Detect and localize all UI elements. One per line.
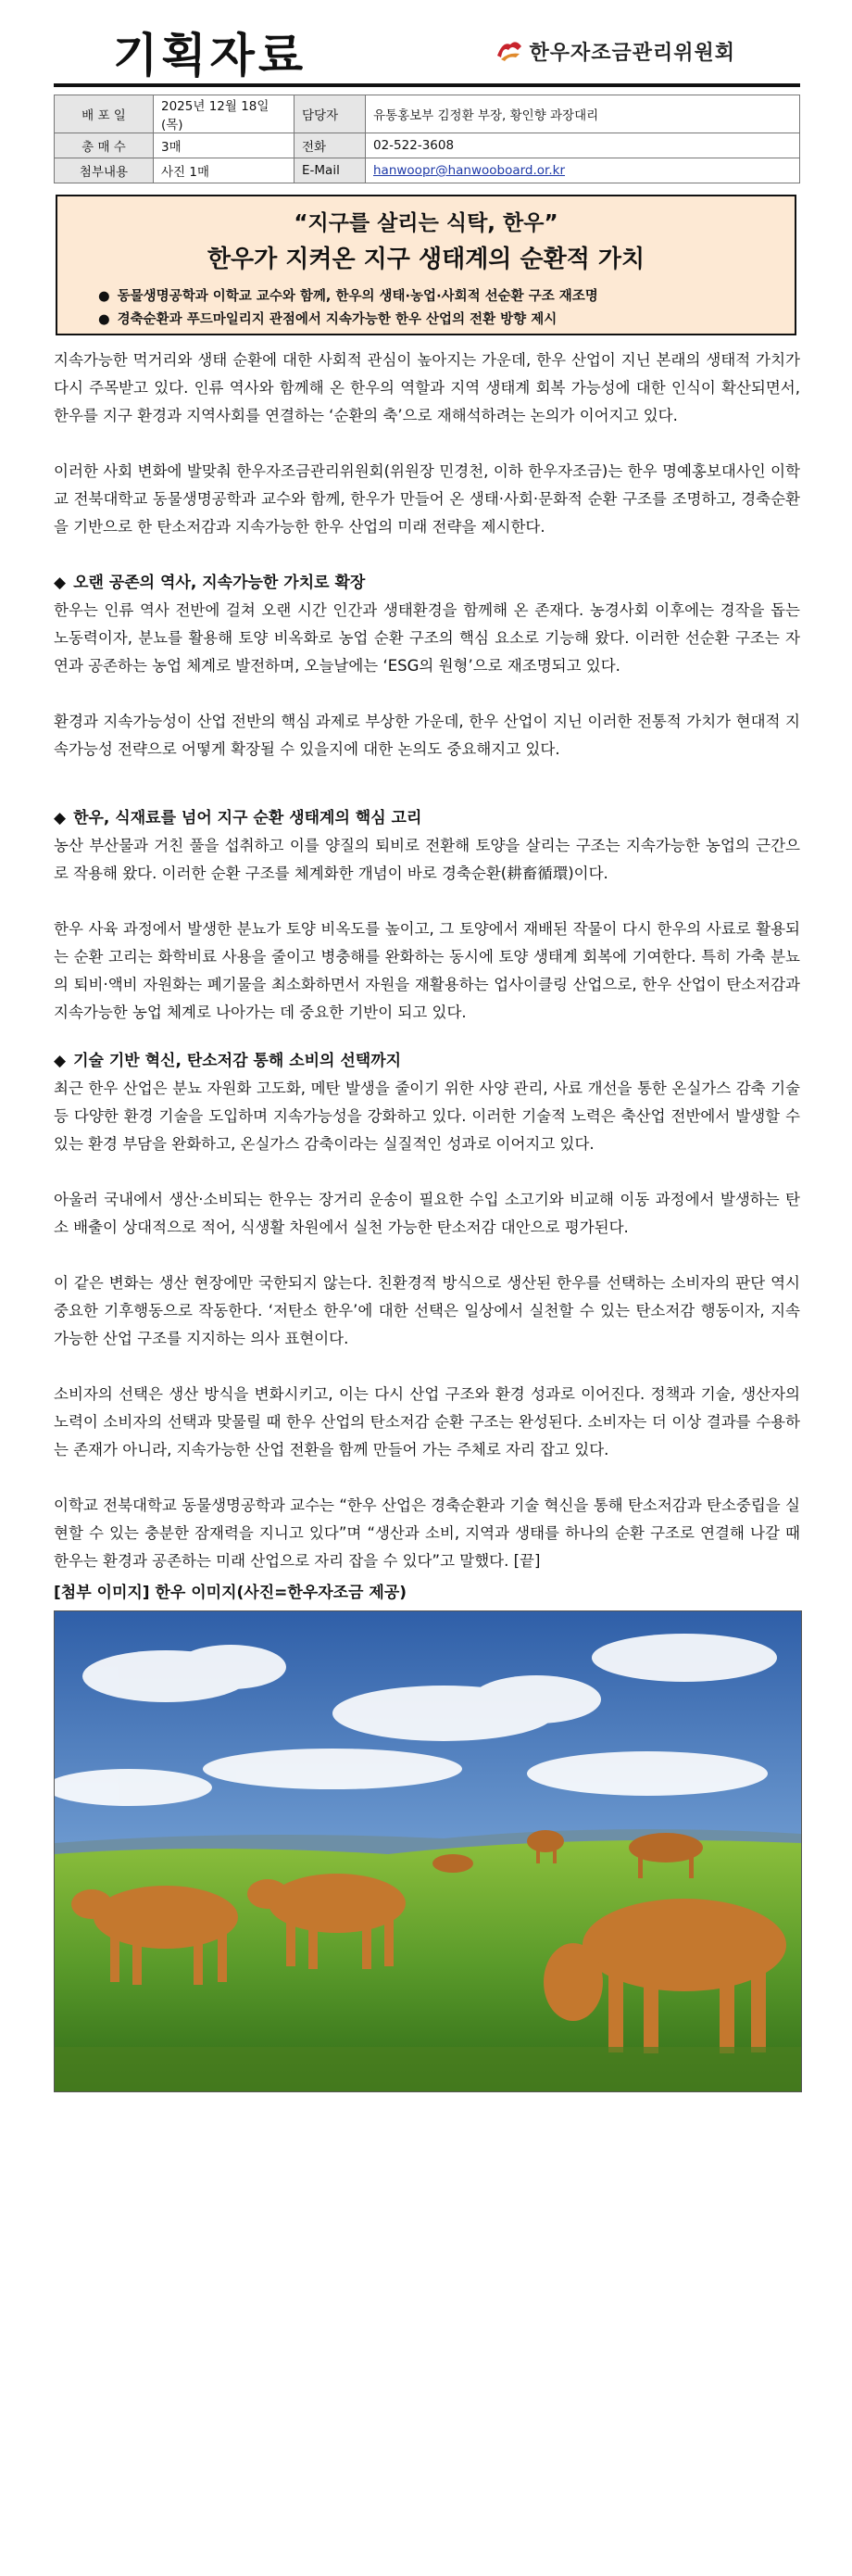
paragraph: 최근 한우 산업은 분뇨 자원화 고도화, 메탄 발생을 줄이기 위한 사양 관리, 사료 개선을 통한 온실가스 감축 기술 등 다양한 환경 기술을 도입하며 지속가능성을 강화하고 있다. 이러한 기술적 노력은 축산업 전반에서 발생할 수 있는 환경 부담을 완화하고, 온실가스 감축이라는 실질적인 성과로 이어지고 있다. [54,1080,800,1153]
email-label: E-Mail [294,158,366,183]
headline-title: 한우가 지켜온 지구 생태계의 순환적 가치 [207,246,645,273]
manager-value: 유통홍보부 김정환 부장, 황인향 과장대리 [366,95,800,133]
attachment-caption: [첨부 이미지] 한우 이미지(사진=한우자조금 제공) [54,1584,407,1602]
headline-subtitle: “지구를 살리는 식탁, 한우” [294,211,558,235]
paragraph: 아울러 국내에서 생산·소비되는 한우는 장거리 운송이 필요한 수입 소고기와 비교해 이동 과정에서 발생하는 탄소 배출이 상대적으로 적어, 식생활 차원에서 실천 가능한 탄소저감 대안으로 평가된다. [54,1191,800,1236]
paragraph: 이 같은 변화는 생산 현장에만 국한되지 않는다. 친환경적 방식으로 생산된 한우를 선택하는 소비자의 판단 역시 중요한 기후행동으로 작동한다. ‘저탄소 한우’에 대한 선택은 일상에서 실천할 수 있는 탄소저감 행동이자, 지속가능한 산업 구조를 지지하는 의사 표현이다. [54,1274,800,1347]
release-date-value: 2025년 12월 18일(목) [154,95,294,133]
summary-bullets [98,285,795,332]
document-title: 기획자료 [113,29,307,82]
document-header [54,13,800,87]
press-release-page [54,13,800,2092]
attachment-value: 사진 1매 [154,158,294,183]
paragraph: 이학교 전북대학교 동물생명공학과 교수는 “한우 산업은 경축순환과 기술 혁신을 통해 탄소저감과 탄소중립을 실현할 수 있는 충분한 잠재력을 지니고 있다”며 “생산과 소비, 지역과 생태를 하나의 순환 구조로 연결해 나갈 때 한우는 환경과 공존하는 미래 산업으로 자리 잡을 수 있다”고 말했다. [끝] [54,1496,800,1570]
summary-bullet: ● 동물생명공학과 이학교 교수와 함께, 한우의 생태·농업·사회적 선순환 구조 재조명 [98,285,795,309]
org-name: 한우자조금관리위원회 [529,42,735,65]
hanwoo-cattle-photo [54,1610,802,2092]
paragraph: 환경과 지속가능성이 산업 전반의 핵심 과제로 부상한 가운데, 한우 산업이 지닌 이러한 전통적 가치가 현대적 지속가능성 전략으로 어떻게 확장될 수 있을지에 대한 논의도 중요해지고 있다. [54,713,800,758]
manager-label: 담당자 [294,95,366,133]
section-heading: ◆ 오랜 공존의 역사, 지속가능한 가치로 확장 [54,569,800,597]
org-logo-icon [495,39,523,65]
org-logo [495,37,735,66]
phone-value: 02-522-3608 [366,133,800,158]
headline-box [56,195,796,335]
section-heading: ◆ 한우, 식재료를 넘어 지구 순환 생태계의 핵심 고리 [54,804,800,832]
paragraph: 농산 부산물과 거친 풀을 섭취하고 이를 양질의 퇴비로 전환해 토양을 살리는 구조는 지속가능한 농업의 근간으로 작용해 왔다. 이러한 순환 구조를 체계화한 개념이 바로 경축순환(耕畜循環)이다. [54,837,800,882]
paragraph: 소비자의 선택은 생산 방식을 변화시키고, 이는 다시 산업 구조와 환경 성과로 이어진다. 정책과 기술, 생산자의 노력이 소비자의 선택과 맞물릴 때 한우 산업의 탄소저감 순환 구조는 완성된다. 소비자는 더 이상 결과를 수용하는 존재가 아니라, 지속가능한 산업 전환을 함께 만들어 가는 주체로 자리 잡고 있다. [54,1385,800,1458]
pages-label: 총 매 수 [55,133,154,158]
cattle-pasture-image [55,1611,801,2091]
paragraph: 한우는 인류 역사 전반에 걸쳐 오랜 시간 인간과 생태환경을 함께해 온 존재다. 농경사회 이후에는 경작을 돕는 노동력이자, 분뇨를 활용해 토양 비옥화로 농업 순환 구조의 핵심 요소로 기능해 왔다. 이러한 선순환 구조는 자연과 공존하는 농업 체계로 발전하며, 오늘날에는 ‘ESG의 원형’으로 재조명되고 있다. [54,601,800,675]
article-body [54,347,800,1607]
phone-label: 전화 [294,133,366,158]
attachment-label: 첨부내용 [55,158,154,183]
release-info-table [54,95,800,183]
section-heading: ◆ 기술 기반 혁신, 탄소저감 통해 소비의 선택까지 [54,1047,800,1075]
email-link[interactable]: hanwoopr@hanwooboard.or.kr [373,163,566,178]
pages-value: 3매 [154,133,294,158]
paragraph: 한우 사육 과정에서 발생한 분뇨가 토양 비옥도를 높이고, 그 토양에서 재배된 작물이 다시 한우의 사료로 활용되는 순환 고리는 화학비료 사용을 줄이고 병충해를 완화하는 동시에 토양 생태계 회복에 기여한다. 특히 가축 분뇨의 퇴비·액비 자원화는 폐기물을 최소화하면서 자원을 재활용하는 업사이클링 산업으로, 한우 산업이 탄소저감과 지속가능한 농업 체계로 나아가는 데 중요한 기반이 되고 있다. [54,920,800,1021]
release-date-label: 배 포 일 [55,95,154,133]
summary-bullet: ● 경축순환과 푸드마일리지 관점에서 지속가능한 한우 산업의 전환 방향 제시 [98,309,795,332]
paragraph: 이러한 사회 변화에 발맞춰 한우자조금관리위원회(위원장 민경천, 이하 한우자조금)는 한우 명예홍보대사인 이학교 전북대학교 동물생명공학과 교수와 함께, 한우가 만들어 온 생태·사회·문화적 순환 구조를 조명하고, 경축순환을 기반으로 한 탄소저감과 지속가능한 한우 산업의 미래 전략을 제시한다. [54,462,800,536]
paragraph: 지속가능한 먹거리와 생태 순환에 대한 사회적 관심이 높아지는 가운데, 한우 산업이 지닌 본래의 생태적 가치가 다시 주목받고 있다. 인류 역사와 함께해 온 한우의 역할과 지역 생태계 회복 가능성에 대한 인식이 확산되면서, 한우를 지구 환경과 지역사회를 연결하는 ‘순환의 축’으로 재해석하려는 논의가 이어지고 있다. [54,351,800,424]
